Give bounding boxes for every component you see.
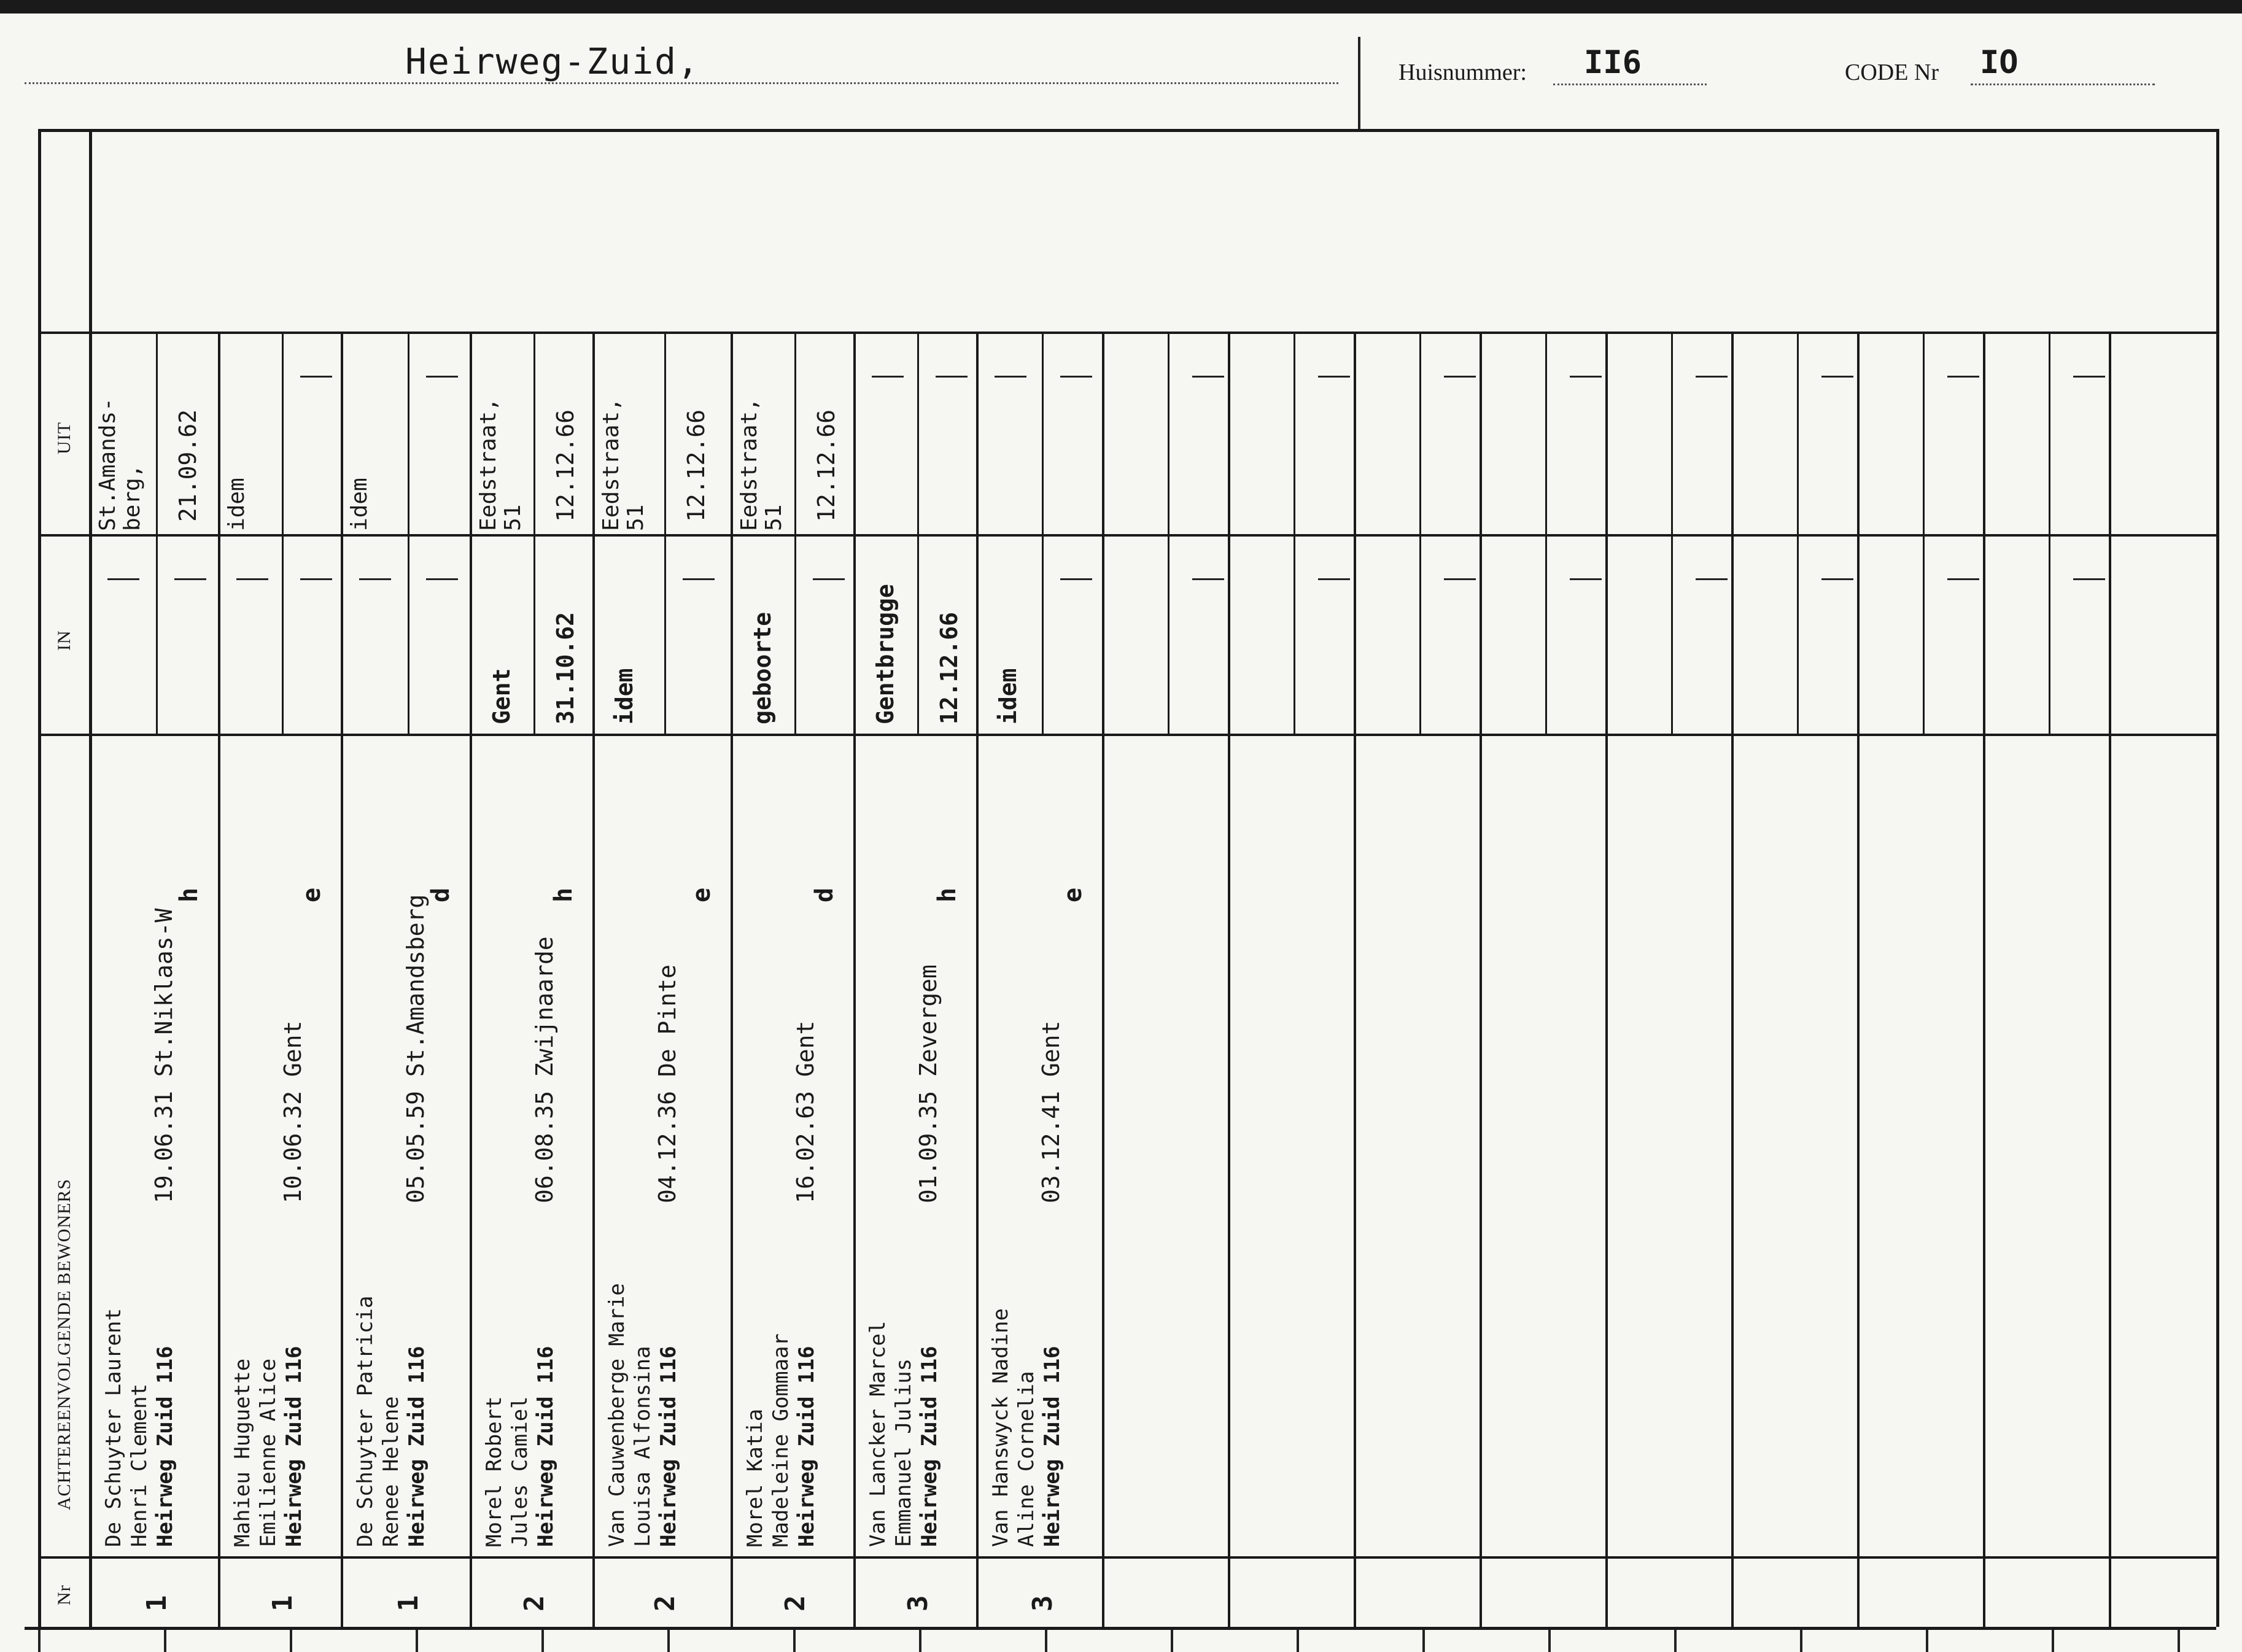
resident-name-line: Van Cauwenberge Marie [605, 1283, 629, 1547]
resident-name-line: Heirweg Zuid 116 [533, 1346, 558, 1547]
uit-place: 51 [761, 504, 786, 531]
section-label-bewoners: ACHTEREENVOLGENDE BEWONERS [54, 1178, 74, 1510]
row-divider [2109, 332, 2111, 1627]
resident-name-line: Heirweg Zuid 116 [917, 1346, 942, 1547]
in-subdivider [533, 534, 535, 734]
uit-subdivider [533, 332, 535, 534]
code-value: IO [1980, 44, 2019, 81]
in-subdivider [1042, 534, 1044, 734]
blank-in-dash [1318, 578, 1350, 580]
in-top-divider [38, 534, 2216, 537]
blank-uit-dash [1947, 376, 1979, 378]
resident-nr: 1 [141, 1595, 173, 1611]
blank-in-dash [2073, 578, 2105, 580]
in-date-empty-dash [174, 578, 206, 580]
huisnummer-label: Huisnummer: [1398, 60, 1527, 85]
in-date-empty-dash [426, 578, 458, 580]
bottom-tick [1674, 1630, 1677, 1652]
street-dotted-line [25, 82, 1338, 84]
resident-birth: 10.06.32 Gent [279, 1020, 306, 1203]
street-name: Heirweg-Zuid, [405, 41, 700, 82]
in-date-empty-dash [1060, 578, 1092, 580]
resident-nr: 3 [1027, 1595, 1058, 1611]
row-divider [218, 332, 220, 1627]
in-subdivider [2049, 534, 2050, 734]
resident-nr: 2 [780, 1595, 811, 1611]
grid-left-border [38, 129, 41, 1627]
bottom-tick [667, 1630, 670, 1652]
resident-nr: 2 [650, 1595, 681, 1611]
in-place: Gentbrugge [872, 584, 899, 724]
in-date-empty-dash [683, 578, 715, 580]
resident-sex: e [688, 887, 716, 902]
bottom-tick [1422, 1630, 1425, 1652]
nr-top-divider [38, 1556, 2216, 1559]
uit-subdivider [1923, 332, 1925, 534]
in-subdivider [1923, 534, 1925, 734]
row-divider [592, 332, 595, 1627]
uit-subdivider [1294, 332, 1295, 534]
header-divider [1358, 37, 1360, 129]
bottom-tick [919, 1630, 921, 1652]
resident-name-line: Louisa Alfonsina [630, 1346, 655, 1547]
blank-in-dash [1192, 578, 1224, 580]
in-date: 12.12.66 [936, 611, 963, 724]
resident-name-line: Heirweg Zuid 116 [405, 1346, 429, 1547]
blank-in-dash [1696, 578, 1728, 580]
blank-in-dash [1947, 578, 1979, 580]
resident-nr: 3 [902, 1595, 934, 1611]
blank-in-dash [1821, 578, 1853, 580]
resident-birth: 06.08.35 Zwijnaarde [531, 936, 558, 1203]
resident-name-line: Renee Helene [379, 1396, 403, 1547]
blank-uit-dash [1821, 376, 1853, 378]
blank-in-dash [1444, 578, 1476, 580]
in-date-empty-dash [300, 578, 332, 580]
resident-sex: h [933, 887, 961, 902]
huisnummer-dotted-line [1553, 83, 1707, 85]
blank-uit-dash [1318, 376, 1350, 378]
uit-subdivider [1671, 332, 1673, 534]
resident-birth: 16.02.63 Gent [792, 1020, 819, 1203]
bottom-tick [164, 1630, 166, 1652]
top-edge-bar [0, 0, 2242, 14]
resident-name-line: De Schuyter Laurent [101, 1308, 126, 1547]
section-label-nr: Nr [54, 1584, 74, 1605]
section-label-in: IN [54, 630, 74, 651]
uit-place: idem [347, 478, 372, 531]
resident-name-line: Emmanuel Julius [891, 1358, 916, 1547]
uit-place: 51 [623, 504, 648, 531]
in-date-empty-dash [813, 578, 845, 580]
resident-name-line: Heirweg Zuid 116 [1040, 1346, 1065, 1547]
uit-place: St.Amands- [95, 398, 120, 531]
row-divider [1731, 332, 1734, 1627]
resident-name-line: Jules Camiel [508, 1396, 532, 1547]
uit-place-empty-dash [872, 376, 904, 378]
blank-uit-dash [1192, 376, 1224, 378]
bottom-tick [2178, 1630, 2180, 1652]
resident-nr: 2 [519, 1595, 550, 1611]
row-divider [976, 332, 979, 1627]
blank-uit-dash [1570, 376, 1602, 378]
row-divider [1102, 332, 1104, 1627]
uit-date: 21.09.62 [174, 409, 201, 522]
resident-name-line: Henri Clement [127, 1383, 152, 1547]
resident-name-line: Mahieu Huguette [230, 1358, 255, 1547]
uit-place-empty-dash [995, 376, 1026, 378]
in-place-empty-dash [359, 578, 391, 580]
in-subdivider [1419, 534, 1421, 734]
row-divider [1228, 332, 1230, 1627]
uit-subdivider [794, 332, 796, 534]
blank-uit-dash [1444, 376, 1476, 378]
row-divider [853, 332, 856, 1627]
resident-name-line: Emilienne Alice [256, 1358, 281, 1547]
uit-subdivider [1168, 332, 1169, 534]
uit-date: 12.12.66 [552, 409, 579, 522]
bottom-tick [1548, 1630, 1551, 1652]
in-place: Gent [488, 668, 515, 724]
bottom-tick [38, 1630, 41, 1652]
in-subdivider [1671, 534, 1673, 734]
grid-top-border [38, 129, 2216, 132]
uit-subdivider [1545, 332, 1547, 534]
resident-birth: 04.12.36 De Pinte [654, 964, 681, 1203]
bottom-tick [1297, 1630, 1299, 1652]
uit-place: berg, [120, 464, 145, 531]
uit-subdivider [408, 332, 409, 534]
bewoners-top-divider [38, 734, 2216, 736]
resident-name-line: Heirweg Zuid 116 [794, 1346, 819, 1547]
bottom-tick [2052, 1630, 2054, 1652]
uit-place: Eedstraat, [599, 398, 624, 531]
resident-sex: e [1059, 887, 1087, 902]
resident-birth: 01.09.35 Zevergem [915, 964, 942, 1203]
uit-subdivider [664, 332, 666, 534]
uit-subdivider [1042, 332, 1044, 534]
resident-name-line: Heirweg Zuid 116 [282, 1346, 306, 1547]
section-label-uit: UIT [54, 422, 74, 454]
resident-sex: h [549, 887, 578, 902]
in-subdivider [1294, 534, 1295, 734]
resident-name-line: Aline Cornelia [1014, 1371, 1039, 1547]
uit-place: idem [224, 478, 249, 531]
bottom-tick [1926, 1630, 1928, 1652]
in-subdivider [664, 534, 666, 734]
code-label: CODE Nr [1845, 60, 1939, 85]
row-divider [1354, 332, 1356, 1627]
row-divider [1983, 332, 1985, 1627]
blank-uit-dash [1696, 376, 1728, 378]
bottom-tick [1171, 1630, 1173, 1652]
uit-top-divider [38, 332, 2216, 334]
uit-date-empty-dash [1060, 376, 1092, 378]
bottom-tick [416, 1630, 418, 1652]
resident-sex: d [427, 887, 455, 902]
in-subdivider [1545, 534, 1547, 734]
row-divider [470, 332, 472, 1627]
bottom-tick [1045, 1630, 1047, 1652]
uit-date-empty-dash [426, 376, 458, 378]
in-subdivider [1797, 534, 1799, 734]
uit-date-empty-dash [300, 376, 332, 378]
in-place: idem [611, 668, 638, 724]
uit-subdivider [1419, 332, 1421, 534]
in-subdivider [1168, 534, 1169, 734]
resident-name-line: De Schuyter Patricia [353, 1295, 378, 1547]
blank-in-dash [1570, 578, 1602, 580]
resident-birth: 05.05.59 St.Amandsberg [402, 894, 429, 1203]
uit-subdivider [2049, 332, 2050, 534]
in-subdivider [917, 534, 919, 734]
in-subdivider [156, 534, 158, 734]
uit-subdivider [282, 332, 284, 534]
in-place-empty-dash [236, 578, 268, 580]
resident-nr: 1 [393, 1595, 424, 1611]
resident-name-line: Van Lancker Marcel [866, 1320, 890, 1547]
in-subdivider [408, 534, 409, 734]
uit-date-empty-dash [936, 376, 968, 378]
uit-place: Eedstraat, [737, 398, 762, 531]
uit-date: 12.12.66 [813, 409, 840, 522]
row-divider [1480, 332, 1482, 1627]
in-subdivider [282, 534, 284, 734]
uit-place: Eedstraat, [476, 398, 501, 531]
resident-name-line: Van Hanswyck Nadine [988, 1308, 1013, 1547]
resident-name-line: Morel Katia [743, 1408, 767, 1547]
in-place: idem [995, 668, 1022, 724]
row-divider [1857, 332, 1860, 1627]
bottom-tick [541, 1630, 544, 1652]
in-date: 31.10.62 [552, 611, 579, 724]
code-dotted-line [1971, 83, 2155, 85]
resident-name-line: Heirweg Zuid 116 [656, 1346, 681, 1547]
row-divider [731, 332, 733, 1627]
uit-subdivider [917, 332, 919, 534]
resident-sex: h [175, 887, 203, 902]
uit-subdivider [156, 332, 158, 534]
resident-name-line: Morel Robert [482, 1396, 506, 1547]
resident-nr: 1 [267, 1595, 298, 1611]
grid-right-border [2216, 129, 2219, 1627]
bottom-tick [290, 1630, 292, 1652]
resident-birth: 19.06.31 St.Niklaas-W [150, 908, 177, 1203]
in-place: geboorte [749, 611, 776, 724]
resident-sex: e [298, 887, 326, 902]
resident-birth: 03.12.41 Gent [1038, 1020, 1065, 1203]
in-place-empty-dash [107, 578, 139, 580]
grid-bottom-border [25, 1627, 2216, 1630]
resident-name-line: Madeleine Gommaar [769, 1333, 793, 1547]
row-divider [341, 332, 343, 1627]
uit-date: 12.12.66 [683, 409, 710, 522]
blank-uit-dash [2073, 376, 2105, 378]
huisnummer-value: II6 [1584, 44, 1642, 81]
resident-name-line: Heirweg Zuid 116 [153, 1346, 177, 1547]
resident-sex: d [810, 887, 839, 902]
uit-place: 51 [500, 504, 526, 531]
bottom-tick [1800, 1630, 1802, 1652]
label-column-divider [89, 129, 92, 1627]
bottom-tick [793, 1630, 796, 1652]
in-subdivider [794, 534, 796, 734]
row-divider [1605, 332, 1608, 1627]
uit-subdivider [1797, 332, 1799, 534]
